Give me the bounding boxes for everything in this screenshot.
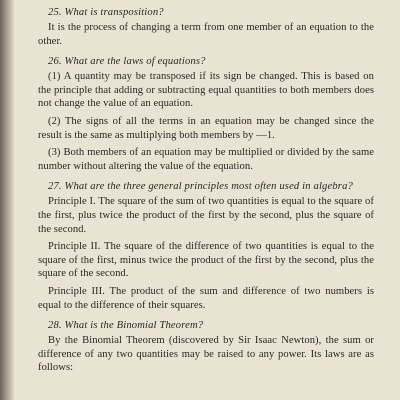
question-heading: 28. What is the Binomial Theorem? bbox=[48, 320, 204, 332]
answer-paragraph: (2) The signs of all the terms in an equation may be changed since the result is the same as multiplying both members by —1. bbox=[38, 115, 374, 141]
answer-paragraph: Principle I. The square of the sum of two quantities is equal to the square of the first, plus twice the product of the first by the second, plus the square of the second. bbox=[38, 196, 374, 235]
answer-paragraph: (3) Both members of an equation may be multiplied or divided by the same number without altering the value of the equation. bbox=[38, 147, 374, 172]
question-27 bbox=[38, 180, 374, 312]
question-heading: 26. What are the laws of equations? bbox=[48, 56, 206, 68]
question-heading: 25. What is transposition? bbox=[48, 7, 164, 18]
page-binding-shadow bbox=[0, 0, 14, 400]
answer-paragraph: Principle III. The product of the sum and difference of two numbers is equal to the difference of their squares. bbox=[38, 285, 374, 311]
question-26 bbox=[38, 55, 374, 173]
answer-paragraph: Principle II. The square of the difference of two quantities is equal to the square of the first, minus twice the product of the first by the second, plus the square of the second. bbox=[38, 241, 374, 280]
question-heading: 27. What are the three general principles most often used in algebra? bbox=[48, 181, 353, 193]
question-28 bbox=[38, 319, 374, 375]
answer-paragraph: (1) A quantity may be transposed if its sign be changed. This is based on the principle that adding or subtracting equal quantities to both members does not change the value of an equation. bbox=[38, 71, 374, 110]
answer-paragraph: It is the process of changing a term from one member of an equation to the other. bbox=[38, 22, 374, 47]
answer-paragraph: By the Binomial Theorem (discovered by Sir Isaac Newton), the sum or difference of any two quantities may be raised to any power. Its laws are as follows: bbox=[38, 335, 374, 374]
question-25 bbox=[38, 6, 374, 48]
